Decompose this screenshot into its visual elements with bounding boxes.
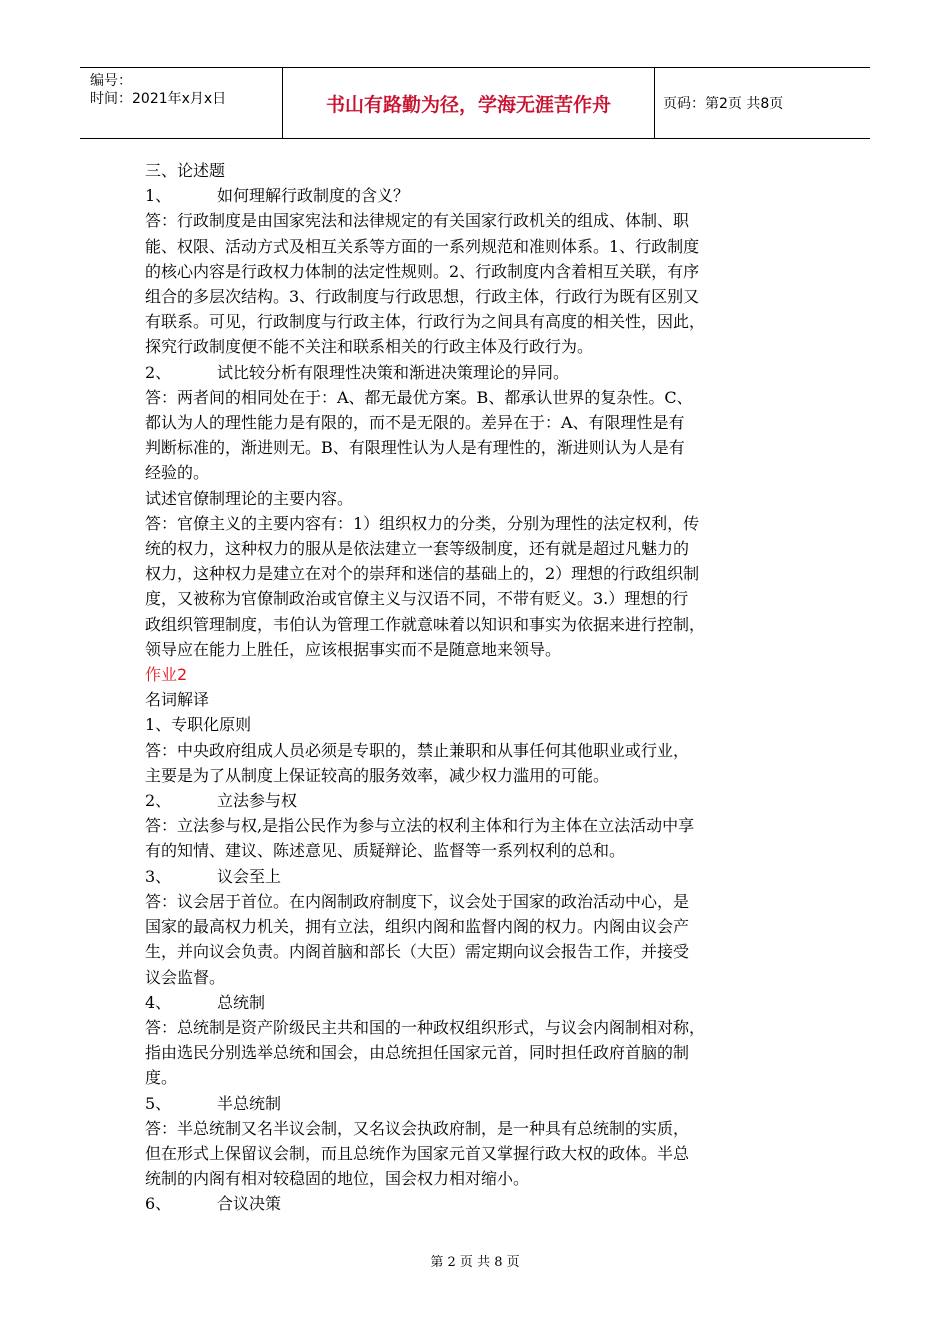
line-text: 指由选民分别选举总统和国会，由总统担任国家元首，同时担任政府首脑的制 [145, 1043, 690, 1063]
header-page-info: 页码：第2页 共8页 [663, 96, 784, 112]
text-line [145, 486, 810, 511]
document-header [80, 67, 870, 139]
text-line [145, 637, 810, 662]
text-line [145, 889, 810, 914]
line-text: 度，又被称为官僚制政治或官僚主义与汉语不同，不带有贬义。3.）理想的行 [145, 589, 689, 609]
line-text: 都认为人的理性能力是有限的，而不是无限的。差异在于：A、有限理性是有 [145, 413, 685, 433]
text-line [145, 712, 810, 737]
line-text: 议会监督。 [145, 967, 226, 987]
line-text: 统的权力，这种权力的服从是依法建立一套等级制度，还有就是超过凡魅力的 [145, 539, 690, 559]
text-line [145, 1091, 810, 1116]
item-number: 6、 [145, 1194, 172, 1214]
text-line [145, 309, 810, 334]
line-text: 答：两者间的相同处在于：A、都无最优方案。B、都承认世界的复杂性。C、 [145, 387, 693, 407]
text-line [145, 586, 810, 611]
item-number: 2、 [145, 362, 172, 382]
text-line [145, 435, 810, 460]
item-number: 3、 [145, 866, 172, 886]
line-text: 答：总统制是资产阶级民主共和国的一种政权组织形式，与议会内阁制相对称， [145, 1017, 706, 1037]
line-text: 议会至上 [217, 866, 282, 886]
line-text: 判断标准的，渐进则无。B、有限理性认为人是有理性的，渐进则认为人是有 [145, 438, 685, 458]
line-text: 生，并向议会负责。内阁首脑和部长（大臣）需定期向议会报告工作，并接受 [145, 942, 690, 962]
line-text: 组合的多层次结构。3、行政制度与行政思想，行政主体，行政行为既有区别又 [145, 287, 700, 307]
line-text: 经验的。 [145, 463, 210, 483]
header-motto: 书山有路勤为径，学海无涯苦作舟 [283, 68, 655, 138]
line-text: 答：中央政府组成人员必须是专职的，禁止兼职和从事任何其他职业或行业， [145, 740, 690, 760]
text-line [145, 234, 810, 259]
text-line [145, 259, 810, 284]
text-line [145, 284, 810, 309]
text-line [145, 334, 810, 359]
text-line [145, 864, 810, 889]
line-text: 总统制 [217, 992, 266, 1012]
text-line [145, 536, 810, 561]
line-text: 有的知情、建议、陈述意见、质疑辩论、监督等一系列权利的总和。 [145, 841, 626, 861]
text-line [145, 1166, 810, 1191]
text-line [145, 460, 810, 485]
text-line [145, 385, 810, 410]
text-line [145, 158, 810, 183]
text-line [145, 511, 810, 536]
header-left-cell [80, 68, 283, 138]
time-label: 时间：2021年x月x日 [90, 91, 227, 107]
line-text: 试比较分析有限理性决策和渐进决策理论的异同。 [217, 362, 570, 382]
line-text: 如何理解行政制度的含义？ [217, 186, 410, 206]
line-text: 政组织管理制度，韦伯认为管理工作就意味着以知识和事实为依据来进行控制， [145, 614, 706, 634]
line-text: 领导应在能力上胜任，应该根据事实而不是随意地来领导。 [145, 639, 562, 659]
text-line [145, 990, 810, 1015]
item-number: 4、 [145, 992, 172, 1012]
text-line [145, 561, 810, 586]
document-body [145, 158, 810, 1217]
text-line [145, 813, 810, 838]
line-text: 答：半总统制又名半议会制，又名议会执政府制，是一种具有总统制的实质， [145, 1118, 690, 1138]
line-text: 立法参与权 [217, 791, 298, 811]
text-line [145, 687, 810, 712]
text-line [145, 788, 810, 813]
line-text: 统制的内阁有相对较稳固的地位，国会权力相对缩小。 [145, 1169, 530, 1189]
line-text: 有联系。可见，行政制度与行政主体，行政行为之间具有高度的相关性，因此， [145, 312, 706, 332]
text-line [145, 1015, 810, 1040]
line-text: 答：官僚主义的主要内容有：1）组织权力的分类，分别为理性的法定权利，传 [145, 513, 700, 533]
text-line [145, 914, 810, 939]
item-number: 2、 [145, 791, 172, 811]
text-line [145, 360, 810, 385]
text-line [145, 939, 810, 964]
text-line [145, 838, 810, 863]
text-line [145, 1191, 810, 1216]
line-text: 答：行政制度是由国家宪法和法律规定的有关国家行政机关的组成、体制、职 [145, 211, 690, 231]
text-line [145, 1116, 810, 1141]
text-line [145, 410, 810, 435]
line-text: 权力，这种权力是建立在对个的崇拜和迷信的基础上的，2）理想的行政组织制 [145, 564, 700, 584]
line-text: 度。 [145, 1068, 178, 1088]
line-text: 探究行政制度便不能不关注和联系相关的行政主体及行政行为。 [145, 337, 594, 357]
line-text: 1、专职化原则 [145, 715, 252, 735]
line-text: 合议决策 [217, 1194, 282, 1214]
line-text: 答：立法参与权,是指公民作为参与立法的权利主体和行为主体在立法活动中享 [145, 816, 695, 836]
text-line [145, 1040, 810, 1065]
text-line [145, 738, 810, 763]
text-line [145, 763, 810, 788]
text-line [145, 183, 810, 208]
page-footer: 第 2 页 共 8 页 [430, 1255, 520, 1270]
text-line [145, 208, 810, 233]
line-text: 答：议会居于首位。在内阁制政府制度下，议会处于国家的政治活动中心，是 [145, 891, 690, 911]
line-text: 名词解译 [145, 690, 210, 710]
text-line [145, 1065, 810, 1090]
line-text: 但在形式上保留议会制，而且总统作为国家元首又掌握行政大权的政体。半总 [145, 1143, 690, 1163]
line-text: 三、论述题 [145, 161, 226, 180]
line-text: 半总统制 [217, 1093, 282, 1113]
number-label: 编号： [90, 73, 132, 89]
text-line [145, 662, 810, 687]
line-text: 主要是为了从制度上保证较高的服务效率，减少权力滥用的可能。 [145, 765, 610, 785]
item-number: 1、 [145, 186, 172, 206]
text-line [145, 1141, 810, 1166]
item-number: 5、 [145, 1093, 172, 1113]
line-text: 作业2 [145, 665, 188, 685]
line-text: 国家的最高权力机关，拥有立法，组织内阁和监督内阁的权力。内阁由议会产 [145, 917, 690, 937]
text-line [145, 965, 810, 990]
line-text: 能、权限、活动方式及相互关系等方面的一系列规范和准则体系。1、行政制度 [145, 236, 700, 256]
line-text: 的核心内容是行政权力体制的法定性规则。2、行政制度内含着相互关联，有序 [145, 261, 700, 281]
line-text: 试述官僚制理论的主要内容。 [145, 488, 354, 508]
text-line [145, 612, 810, 637]
